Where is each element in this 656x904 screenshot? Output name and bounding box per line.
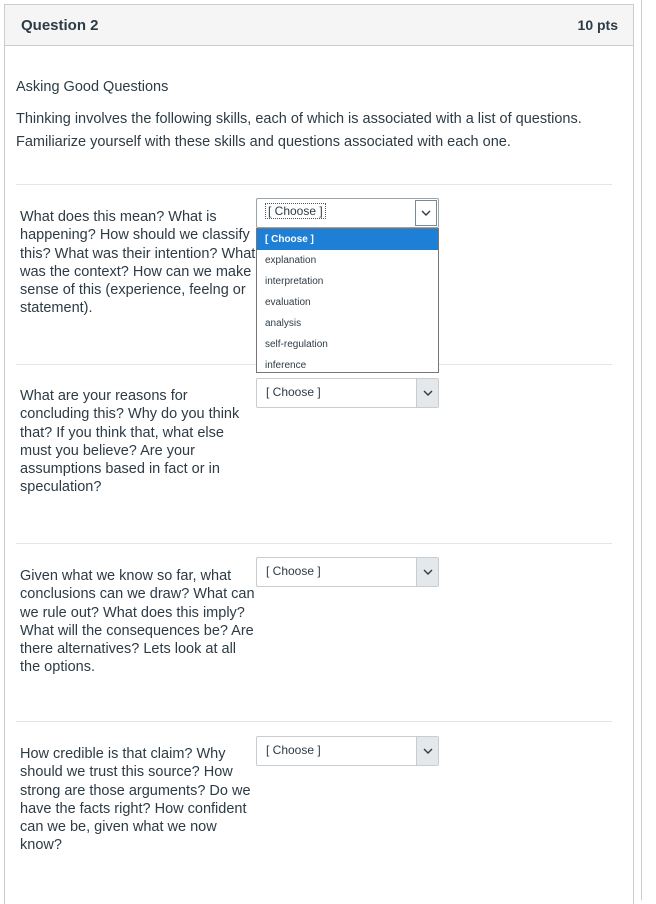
question-header <box>5 5 633 46</box>
select-value: [ Choose ] <box>265 203 326 219</box>
chevron-down-icon[interactable] <box>416 737 438 765</box>
select-value: [ Choose ] <box>266 385 321 399</box>
question-instructions: Thinking involves the following skills, each of which is associated with a list of questions. Familiarize yourself with these skills and questions associated with each one. <box>16 111 582 150</box>
question-points: 10 pts <box>577 17 618 33</box>
dropdown-option-analysis[interactable]: analysis <box>265 318 302 329</box>
divider <box>16 543 612 544</box>
match-prompt-1: What does this mean? What is happening? How should we classify this? What was their intention? What was the context? How can we make sense of this (experience, feelng or statement). <box>20 209 256 317</box>
dropdown-option-explanation[interactable]: explanation <box>265 255 317 266</box>
dropdown-option-self-regulation[interactable]: self-regulation <box>265 339 328 350</box>
question-title: Question 2 <box>21 16 99 34</box>
match-prompt-3: Given what we know so far, what conclusions can we draw? What can we rule out? What does this imply? What will the consequences be? Are there alternatives? Lets look at all the options. <box>20 568 255 676</box>
chevron-down-icon[interactable] <box>416 379 438 407</box>
match-prompt-4: How credible is that claim? Why should we trust this source? How strong are those arguments? Do we have the facts right? How confident can we be, given what we now know? <box>20 746 251 854</box>
select-value: [ Choose ] <box>266 743 321 757</box>
chevron-down-icon[interactable] <box>416 558 438 586</box>
chevron-down-icon[interactable] <box>415 200 437 226</box>
answer-dropdown-list[interactable] <box>256 228 439 373</box>
answer-select-1[interactable] <box>256 198 439 228</box>
question-heading: Asking Good Questions <box>16 79 169 95</box>
answer-select-3[interactable] <box>256 557 439 587</box>
dropdown-option-choose[interactable]: [ Choose ] <box>257 229 438 250</box>
divider <box>16 184 612 185</box>
answer-select-4[interactable] <box>256 736 439 766</box>
dropdown-option-evaluation[interactable]: evaluation <box>265 297 311 308</box>
dropdown-option-inference[interactable]: inference <box>265 360 307 371</box>
answer-select-2[interactable] <box>256 378 439 408</box>
divider <box>16 721 612 722</box>
page-edge-rule <box>641 0 642 900</box>
select-value: [ Choose ] <box>266 564 321 578</box>
match-prompt-2: What are your reasons for concluding this? Why do you think that? If you think that, what else must you believe? Are your assumptions based in fact or in speculation? <box>20 388 240 496</box>
dropdown-option-interpretation[interactable]: interpretation <box>265 276 324 287</box>
